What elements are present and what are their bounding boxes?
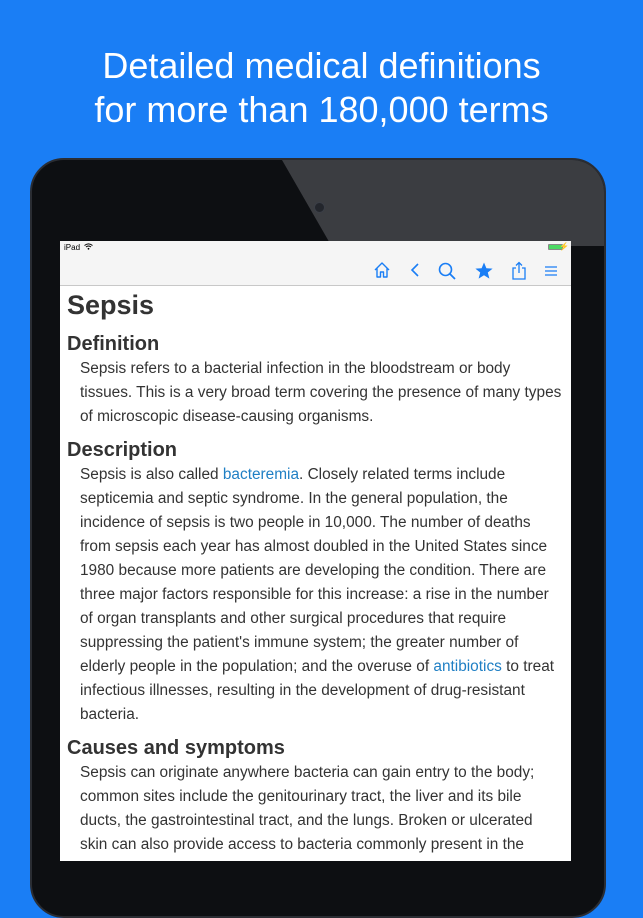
star-icon[interactable] — [474, 261, 494, 281]
frame-glare — [282, 160, 606, 246]
causes-heading: Causes and symptoms — [67, 737, 285, 759]
menu-icon[interactable] — [544, 261, 558, 281]
device-label: iPad — [64, 243, 81, 252]
causes-text: Sepsis can originate anywhere bacteria can gain entry to the body; common sites include the genitourinary tract, the liver and its bile ducts, the gastrointestinal tract, and the lungs. Broken or ulcerated skin can also provide access to bacteria commonly present in the — [80, 764, 535, 853]
promo-headline — [0, 44, 643, 132]
camera-icon — [314, 202, 325, 213]
home-icon[interactable] — [373, 261, 391, 281]
promo-line-2: for more than 180,000 terms — [94, 89, 549, 130]
promo-line-1: Detailed medical definitions — [102, 45, 541, 86]
wifi-icon — [84, 243, 93, 252]
definition-text: Sepsis refers to a bacterial infection in the bloodstream or body tissues. This is a very broad term covering the presence of many types of microscopic disease-causing organisms. — [80, 360, 562, 425]
bacteremia-link[interactable]: bacteremia — [222, 466, 300, 483]
antibiotics-link[interactable]: antibiotics — [433, 658, 502, 675]
article-title: Sepsis — [67, 290, 155, 320]
definition-heading: Definition — [67, 333, 160, 355]
charging-icon: ⚡ — [559, 242, 569, 251]
search-icon[interactable] — [437, 261, 457, 281]
article-content — [60, 286, 571, 857]
status-bar — [60, 241, 571, 255]
share-icon[interactable] — [511, 261, 527, 281]
description-text: Sepsis is also called bacteremia. Closely related terms include septicemia and septic syndrome. In the general population, the incidence of sepsis is two people in 10,000. The number of deaths from sepsis each year has almost doubled in the United States since 1980 because more patients are developing the condition. There are three major factors responsible for this increase: a rise in the number of organ transplants and other surgical procedures that require suppressing the patient's immune system; the greater number of elderly people in the population; and the overuse of antibiotics to treat infectious illnesses, resulting in the development of drug-resistant bacteria. — [80, 466, 555, 723]
toolbar — [60, 255, 571, 286]
description-heading: Description — [67, 439, 178, 461]
back-icon[interactable] — [408, 261, 422, 281]
app-screen — [60, 241, 571, 861]
